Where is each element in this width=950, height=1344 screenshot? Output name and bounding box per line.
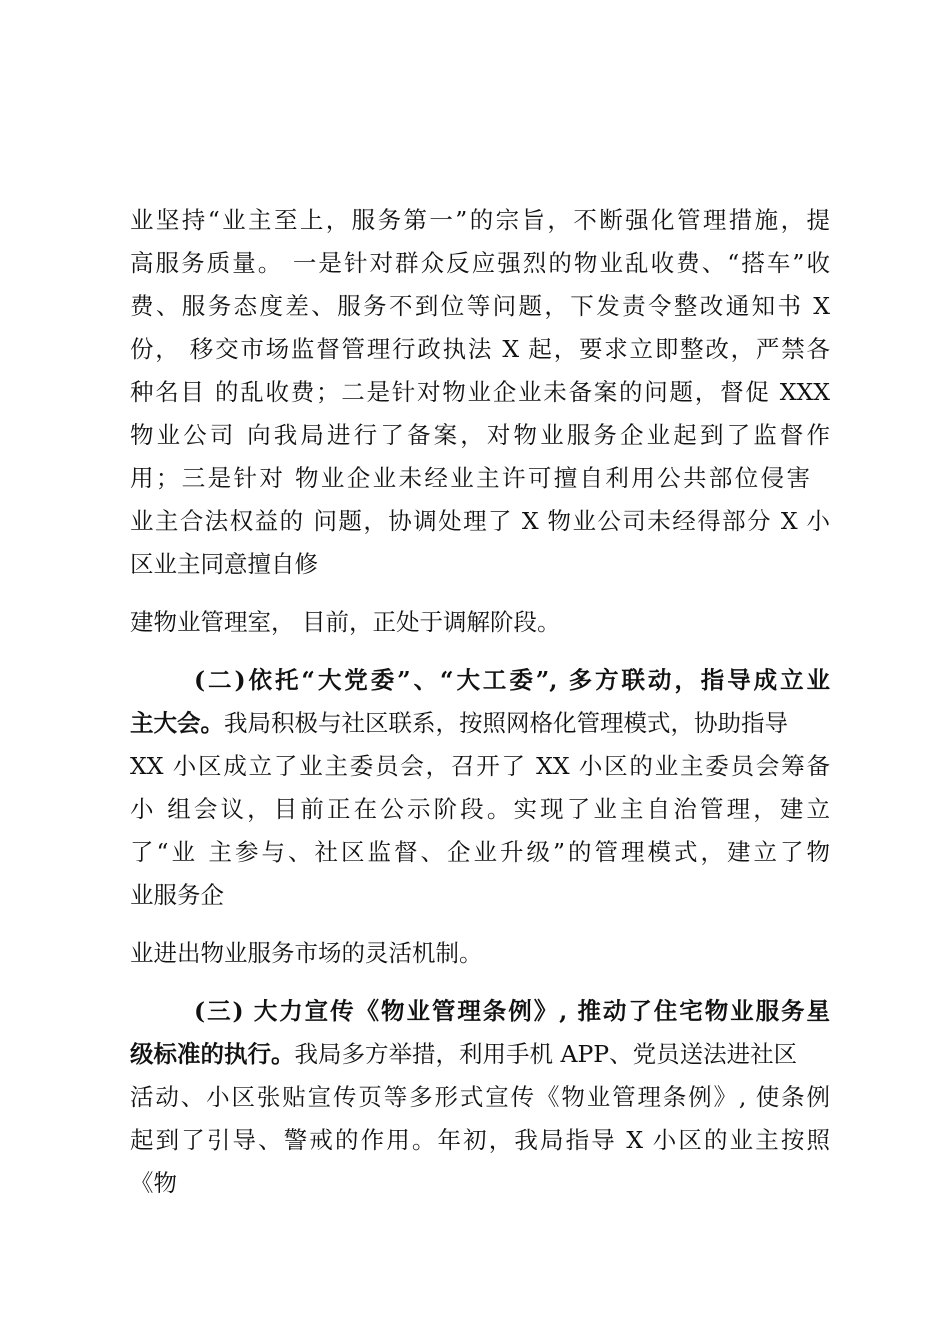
section-heading-tail: 级标准的执行。 (130, 1040, 295, 1068)
paragraph-line: XX 小区成立了业主委员会，召开了 XX 小区的业主委员会筹备 (130, 752, 830, 780)
paragraph-line: 小 组会议，目前正在公示阶段。实现了业主自治管理，建立 (130, 795, 830, 823)
paragraph-line: 活动、小区张贴宣传页等多形式宣传《物业管理条例》, 使条例 (130, 1083, 830, 1111)
paragraph-line: 业坚持“业主至上，服务第一”的宗旨，不断强化管理措施，提 (130, 206, 830, 234)
section-heading-tail: 主大会。 (130, 709, 224, 737)
paragraph-line: 建物业管理室， 目前，正处于调解阶段。 (130, 608, 561, 636)
paragraph-text: 我局积极与社区联系，按照网格化管理模式，协助指导 (224, 709, 788, 737)
paragraph-line: 业服务企 (130, 881, 224, 909)
paragraph-line: 了“业 主参与、社区监督、企业升级”的管理模式，建立了物 (130, 838, 830, 866)
paragraph-line (130, 1037, 830, 1071)
paragraph-line: 高服务质量。 一是针对群众反应强烈的物业乱收费、“搭车”收 (130, 249, 830, 277)
paragraph-line: 用；三是针对 物业企业未经业主许可擅自利用公共部位侵害 (130, 464, 810, 492)
paragraph-line: 业进出物业服务市场的灵活机制。 (130, 939, 483, 967)
paragraph-line: 种名目 的乱收费；二是针对物业企业未备案的问题，督促 XXX (130, 378, 830, 406)
section-heading: (三) 大力宣传《物业管理条例》, 推动了住宅物业服务星 (194, 997, 830, 1025)
paragraph-line: 起到了引导、警戒的作用。年初，我局指导 X 小区的业主按照 (130, 1126, 830, 1154)
paragraph-line: 份， 移交市场监督管理行政执法 X 起，要求立即整改，严禁各 (130, 335, 830, 363)
paragraph-line (130, 706, 830, 740)
section-heading: (二)依托“大党委”、“大工委”, 多方联动，指导成立业 (194, 666, 830, 694)
paragraph-line: 业主合法权益的 问题，协调处理了 X 物业公司未经得部分 X 小 (130, 507, 830, 535)
paragraph-text: 我局多方举措，利用手机 APP、党员送法进社区 (294, 1040, 798, 1068)
paragraph-line: 物业公司 向我局进行了备案，对物业服务企业起到了监督作 (130, 421, 830, 449)
paragraph-line: 费、服务态度差、服务不到位等问题，下发责令整改通知书 X (130, 292, 830, 320)
paragraph-line: 区业主同意擅自修 (130, 550, 318, 578)
paragraph-line: 《物 (130, 1169, 177, 1197)
